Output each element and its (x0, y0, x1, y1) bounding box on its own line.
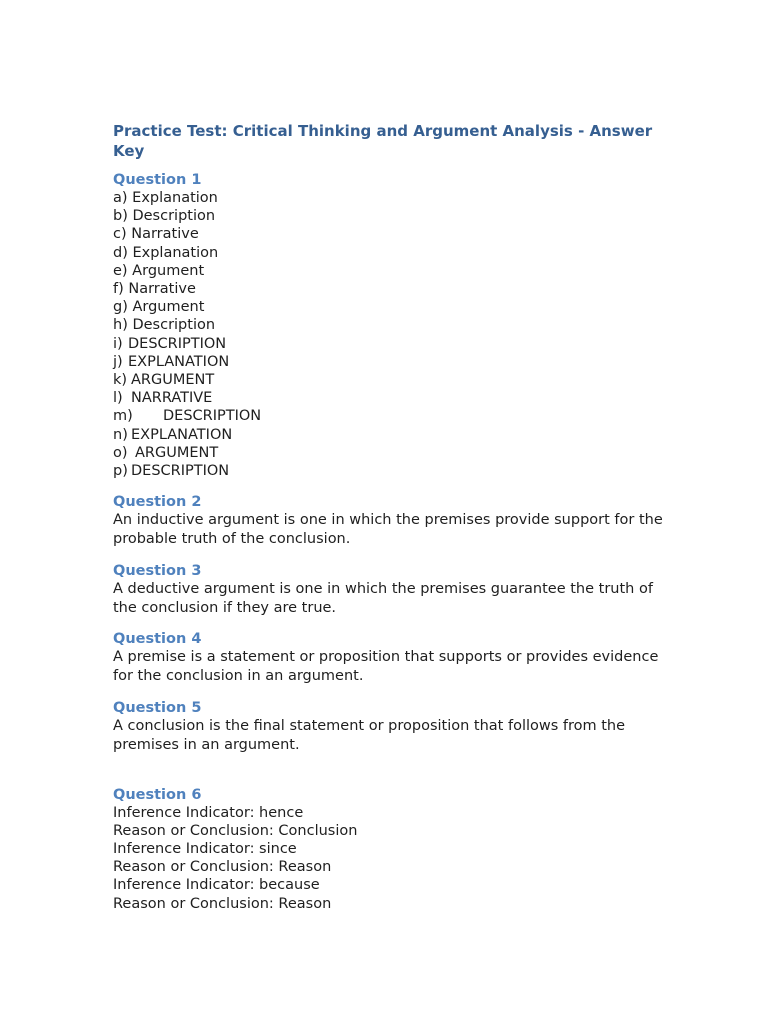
numbered-answer (113, 407, 673, 425)
answer-line: Reason or Conclusion: Reason (113, 895, 332, 912)
answer-label: p) (113, 463, 128, 480)
answer-paragraph: A deductive argument is one in which the premises guarantee the truth of the conclusion if they are true. (113, 580, 653, 616)
question-1-heading: Question 1 (113, 172, 202, 188)
numbered-answer (113, 444, 673, 462)
numbered-answer (113, 371, 673, 389)
answer-label: j) (113, 353, 123, 370)
answer-line: b) Description (113, 208, 216, 225)
answer-line: h) Description (113, 317, 216, 334)
document-title: Practice Test: Critical Thinking and Argument Analysis - Answer Key (113, 122, 653, 160)
question-4-heading: Question 4 (113, 631, 202, 648)
answer-label: i) (113, 335, 123, 352)
answer-line: g) Argument (113, 299, 205, 316)
answer-label: m) (113, 408, 133, 425)
answer-text: ARGUMENT (131, 372, 215, 389)
numbered-answer (113, 335, 673, 353)
answer-line: a) Explanation (113, 190, 218, 206)
question-5 (113, 699, 673, 755)
answer-paragraph: An inductive argument is one in which the premises provide support for the probable truth of the conclusion. (113, 512, 663, 548)
numbered-answer (113, 462, 673, 480)
answer-text: DESCRIPTION (163, 408, 262, 425)
question-2-heading: Question 2 (113, 494, 202, 511)
answer-text: EXPLANATION (128, 353, 230, 370)
question-3 (113, 562, 673, 618)
answer-line: Reason or Conclusion: Reason (113, 859, 332, 876)
question-3-heading: Question 3 (113, 562, 202, 579)
answer-text: ARGUMENT (135, 444, 219, 461)
answer-label: n) (113, 426, 128, 443)
answer-line: d) Explanation (113, 244, 219, 261)
question-2 (113, 493, 673, 549)
answer-label: l) (113, 390, 123, 407)
numbered-answer (113, 353, 673, 371)
question-1 (113, 171, 673, 480)
answer-paragraph: A conclusion is the final statement or proposition that follows from the premises in an argument. (113, 718, 626, 753)
document-page (113, 122, 673, 926)
answer-line: Inference Indicator: because (113, 877, 320, 894)
question-6 (113, 786, 673, 913)
answer-text: NARRATIVE (131, 390, 213, 407)
numbered-answer (113, 426, 673, 444)
answer-paragraph: A premise is a statement or proposition that supports or provides evidence for the conclusion in an argument. (113, 649, 659, 685)
question-5-heading: Question 5 (113, 700, 202, 717)
answer-label: k) (113, 372, 128, 389)
answer-line: c) Narrative (113, 226, 199, 243)
question-6-heading: Question 6 (113, 786, 202, 803)
answer-line: Reason or Conclusion: Conclusion (113, 822, 358, 839)
answer-text: DESCRIPTION (128, 335, 227, 352)
answer-line: Inference Indicator: hence (113, 804, 304, 821)
numbered-answer (113, 389, 673, 407)
answer-text: EXPLANATION (131, 426, 233, 443)
answer-line: f) Narrative (113, 281, 196, 298)
answer-line: e) Argument (113, 262, 205, 279)
question-4 (113, 630, 673, 686)
answer-text: DESCRIPTION (131, 463, 230, 480)
answer-line: Inference Indicator: since (113, 841, 297, 858)
answer-label: o) (113, 444, 128, 461)
